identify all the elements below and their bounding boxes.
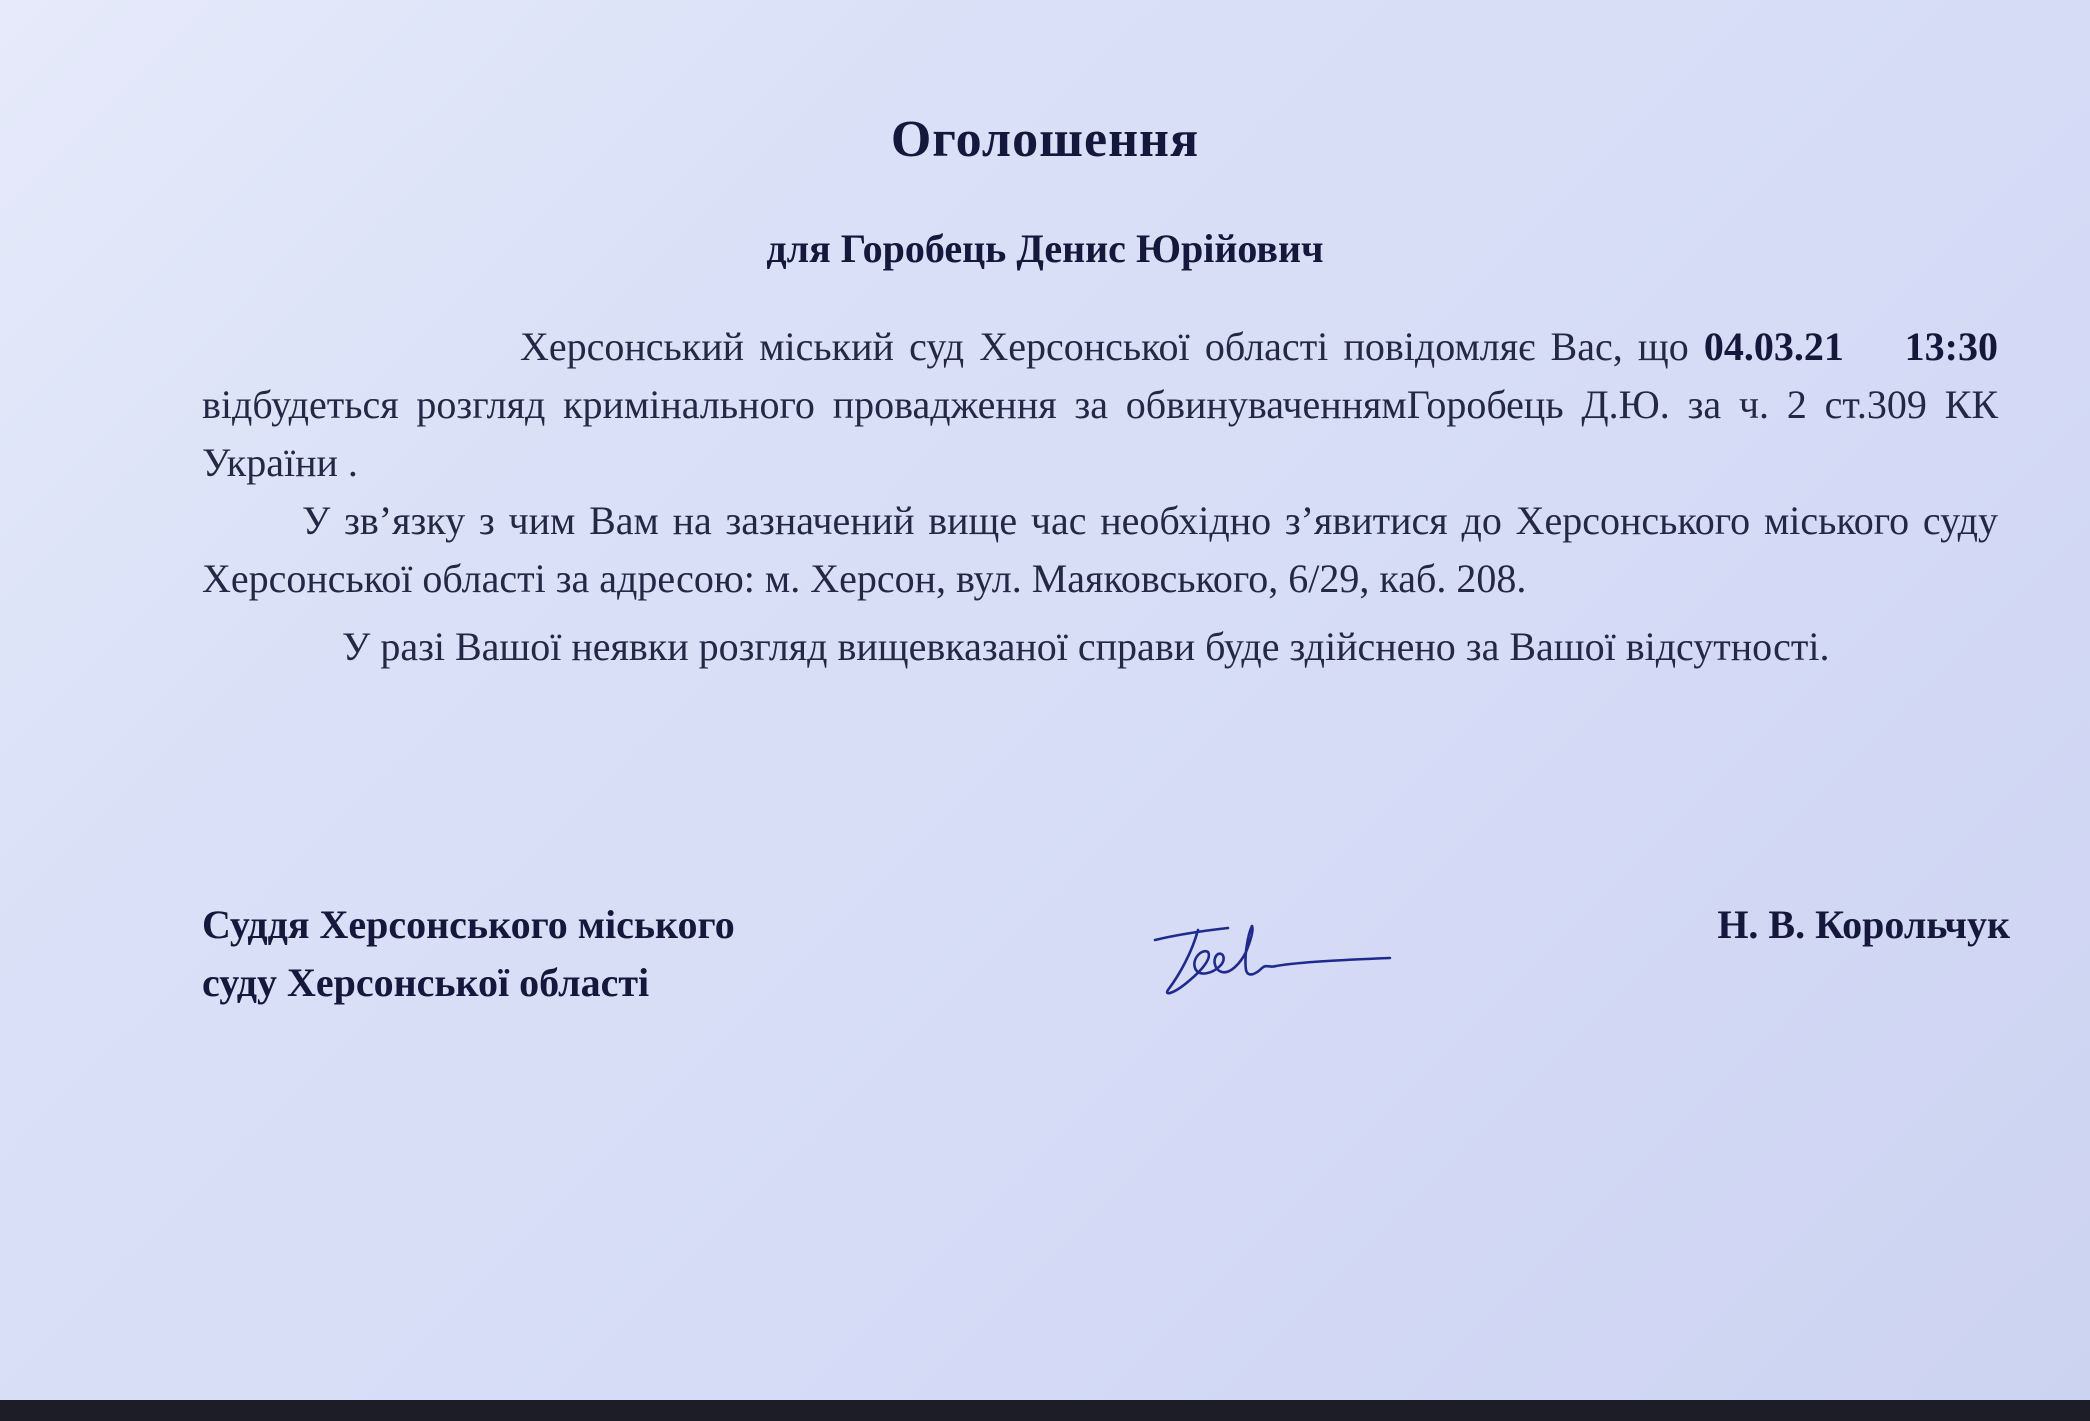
notice-recipient: для Горобець Денис Юрійович [766,226,1324,271]
handwritten-signature [1150,912,1400,1002]
hearing-time: 13:30 [1904,324,1998,369]
table-edge [0,1400,2090,1421]
hearing-intro: Херсонський міський суд Херсонської області повідомляє Вас, що [520,324,1704,369]
notice-title: Оголошення [890,111,1200,168]
hearing-details: відбудеться розгляд кримінального провадження за обвинуваченнямГоробець Д.Ю. за ч. 2 ст.309 КК України . [202,382,1998,485]
judge-position-line-2: суду Херсонської області [202,960,650,1005]
judge-name: Н. В. Корольчук [1717,902,2010,947]
paragraph-appearance: У зв’язку з чим Вам на зазначений вище час необхідно з’явитися до Херсонського міського суду Херсонської області за адресою: м. Херсон, вул. Маяковського, 6/29, каб. 208. [202,498,1998,601]
paragraph-absence: У разі Вашої неявки розгляд вищевказаної справи буде здійснено за Вашої відсутності. [342,624,1830,669]
judge-position-line-1: Суддя Херсонського міського [202,902,735,947]
judge-position [202,896,735,1012]
notice-body [202,318,1998,676]
hearing-date: 04.03.21 [1703,324,1844,369]
paragraph-hearing [202,318,1998,492]
